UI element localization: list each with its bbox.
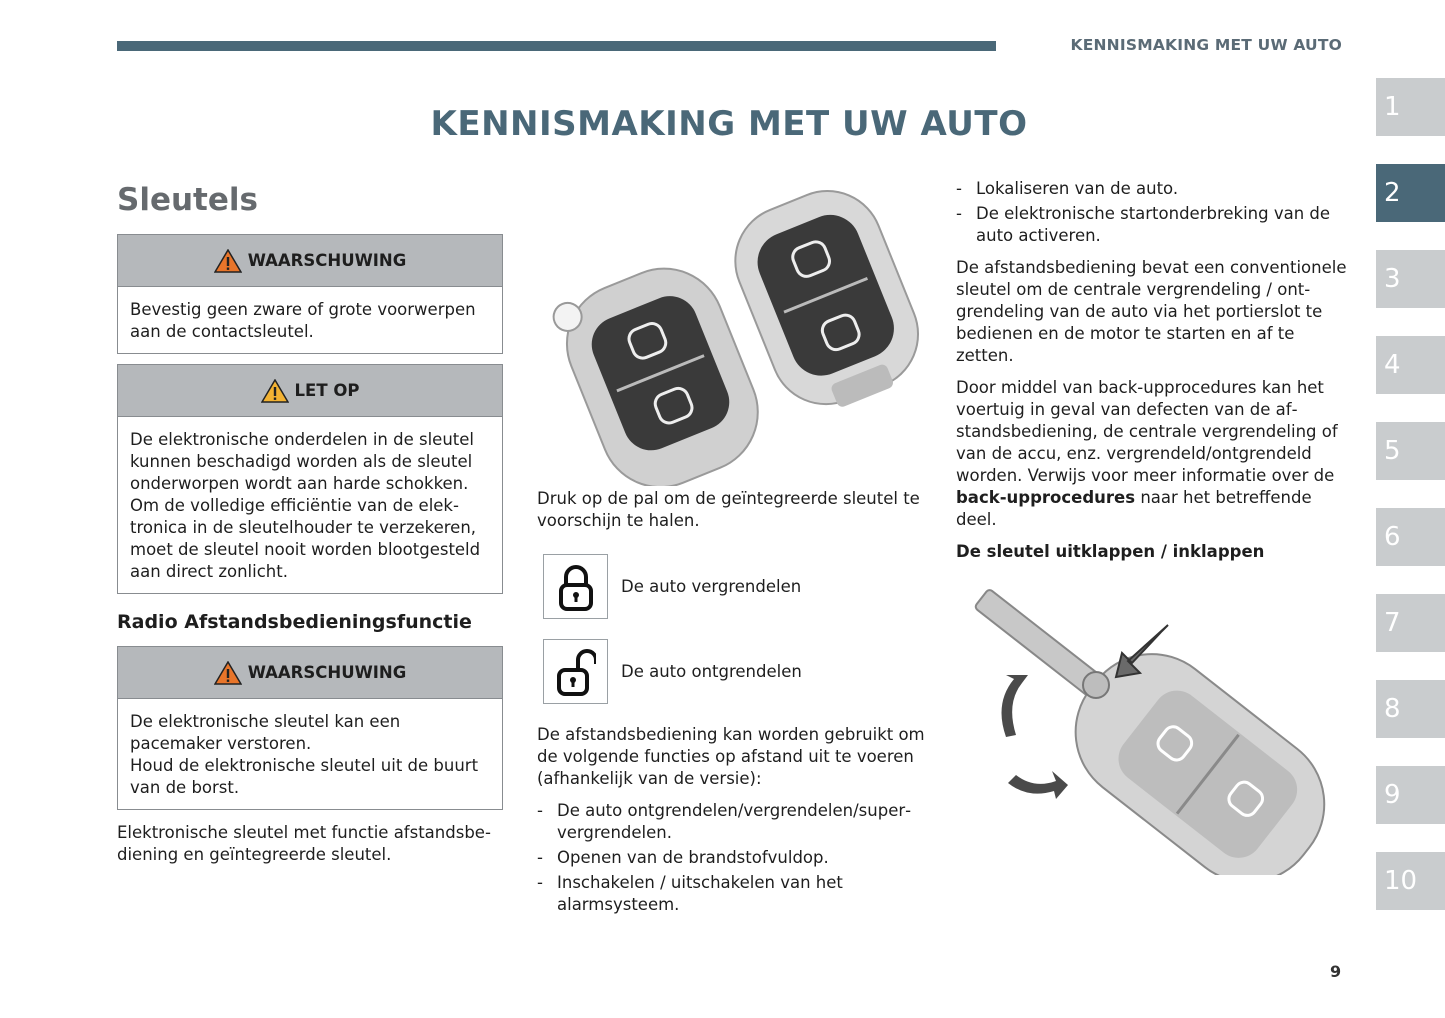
functions-list: [537, 800, 927, 916]
key-description: Elektronische sleutel met functie afstandsbediening en geïntegreerde sleutel.: [117, 823, 491, 864]
remote-intro: De afstandsbediening kan worden gebruikt om de volgende functies op afstand uit te voeren (afhankelijk van de versie):: [537, 725, 925, 788]
column-middle: [537, 176, 927, 926]
chapter-tab-7[interactable]: 7: [1376, 594, 1445, 652]
column-left: [117, 180, 503, 876]
warning-label: WAARSCHUWING: [247, 250, 407, 270]
key-fobs-illustration: [537, 176, 927, 486]
chapter-tab-5[interactable]: 5: [1376, 422, 1445, 480]
lock-label: De auto vergrendelen: [621, 576, 802, 596]
warning-triangle-icon: [214, 661, 242, 685]
unlock-icon: [543, 639, 608, 704]
chapter-tab-6[interactable]: 6: [1376, 508, 1445, 566]
chapter-tab-3[interactable]: 3: [1376, 250, 1445, 308]
warning-body-2: [118, 699, 502, 809]
backup-link: back-upprocedures: [956, 488, 1136, 507]
warning-body: Bevestig geen zware of grote voorwerpen aan de contactsleutel.: [130, 300, 476, 341]
list-item: - De auto ontgrendelen/vergrendelen/supervergrendelen.: [537, 800, 927, 844]
warning-box: [117, 234, 503, 354]
caution-body: De elektronische onderdelen in de sleutel kunnen beschadigd worden als de sleutel onderworpen wordt aan harde schokken. Om de volledige efficiëntie van de elektronica in de sleutelhouder te verzekeren, moet de sleutel nooit worden blootgesteld aan direct zonlicht.: [130, 430, 481, 581]
page-title: KENNISMAKING MET UW AUTO: [430, 104, 1028, 144]
caution-label: LET OP: [294, 380, 360, 400]
page-number: 9: [1330, 962, 1342, 981]
lock-icon: [543, 554, 608, 619]
functions-list-continued: [956, 178, 1348, 247]
list-item: - Openen van de brandstofvuldop.: [537, 847, 927, 869]
chapter-tabs: [1376, 78, 1445, 938]
press-instruction: Druk op de pal om de geïntegreerde sleutel te voorschijn te halen.: [537, 489, 920, 530]
warning-triangle-icon: [214, 249, 242, 273]
chapter-tab-10[interactable]: 10: [1376, 852, 1445, 910]
warning-text-2: Houd de elektronische sleutel uit de buurt van de borst.: [130, 756, 479, 797]
column-right: [956, 178, 1348, 875]
lock-row: [537, 554, 927, 619]
running-header: KENNISMAKING MET UW AUTO: [1070, 36, 1342, 54]
list-item: - Lokaliseren van de auto.: [956, 178, 1348, 200]
backup-text-b: naar het betreffende deel.: [956, 488, 1312, 529]
chapter-tab-9[interactable]: 9: [1376, 766, 1445, 824]
unlock-row: [537, 639, 927, 704]
warning-label-2: WAARSCHUWING: [247, 662, 407, 682]
key-fold-illustration: [956, 575, 1348, 875]
warning-box-2: [117, 646, 503, 810]
header-bar: [117, 41, 996, 51]
chapter-tab-4[interactable]: 4: [1376, 336, 1445, 394]
conventional-key-text: De afstandsbediening bevat een conventionele sleutel om de centrale vergrendeling / ontgrendeling van de auto via het portierslot te bedienen en de motor te starten en af te zetten.: [956, 258, 1347, 365]
caution-triangle-icon: [261, 379, 289, 403]
chapter-tab-1[interactable]: 1: [1376, 78, 1445, 136]
chapter-tab-8[interactable]: 8: [1376, 680, 1445, 738]
warning-text-1: De elektronische sleutel kan een pacemaker verstoren.: [130, 712, 401, 753]
section-title: Sleutels: [117, 182, 258, 218]
list-item: - De elektronische startonderbreking van de auto activeren.: [956, 203, 1348, 247]
chapter-tab-2[interactable]: 2: [1376, 164, 1445, 222]
list-item: - Inschakelen / uitschakelen van het alarmsysteem.: [537, 872, 927, 916]
subheading-radio: Radio Afstandsbedieningsfunctie: [117, 611, 472, 633]
caution-header: [118, 365, 502, 417]
fold-heading: De sleutel uitklappen / inklappen: [956, 542, 1265, 561]
caution-box: [117, 364, 503, 594]
backup-text-a: Door middel van back-upprocedures kan het voertuig in geval van defecten van de afstandsbediening, de centrale vergrendeling of van de accu, enz. vergrendeld/ontgrendeld worden. Verwijs voor meer informatie over de: [956, 378, 1338, 485]
warning-header-2: [118, 647, 502, 699]
warning-header: [118, 235, 502, 287]
backup-procedures-text: [956, 377, 1348, 531]
unlock-label: De auto ontgrendelen: [621, 661, 802, 681]
